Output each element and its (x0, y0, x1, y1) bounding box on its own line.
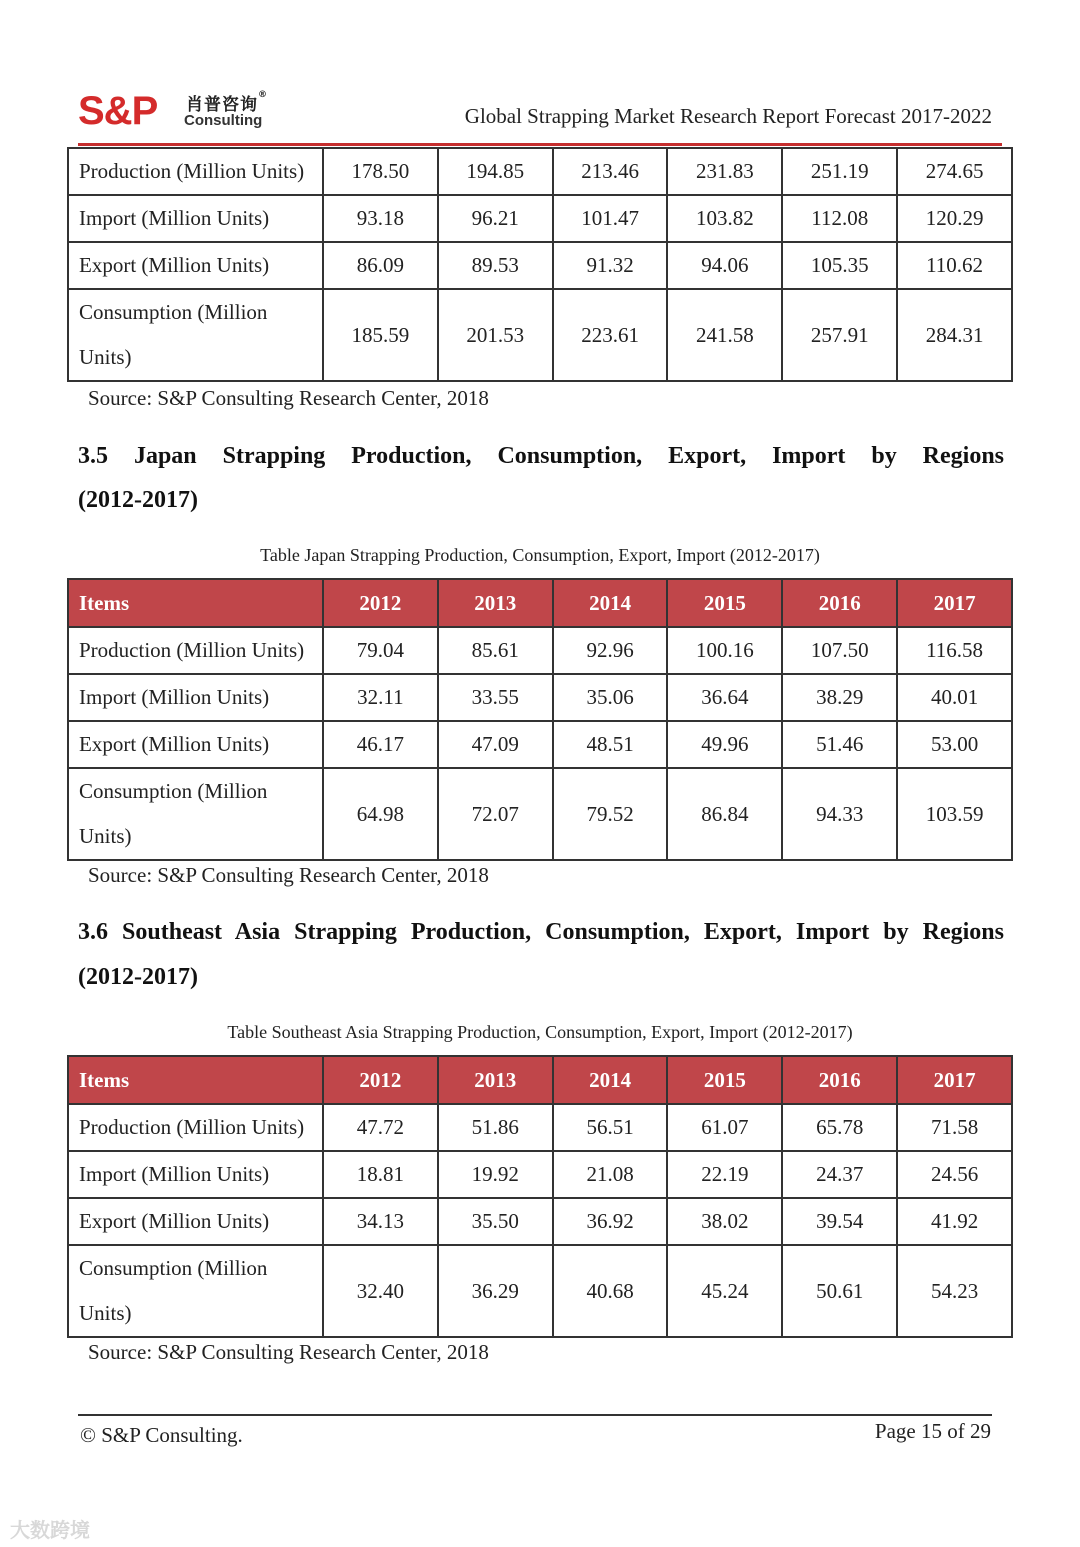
cell: 93.18 (323, 195, 438, 242)
cell: 47.09 (438, 721, 553, 768)
row-label: Export (Million Units) (68, 242, 323, 289)
cell: 61.07 (667, 1104, 782, 1151)
cell: 100.16 (667, 627, 782, 674)
cell: 86.84 (667, 768, 782, 860)
cell: 35.50 (438, 1198, 553, 1245)
cell: 103.59 (897, 768, 1012, 860)
table-row (68, 721, 1012, 768)
cell: 71.58 (897, 1104, 1012, 1151)
table-caption: Table Japan Strapping Production, Consumption, Export, Import (2012-2017) (260, 545, 820, 565)
section-heading-years: (2012-2017) (78, 964, 198, 990)
cell: 116.58 (897, 627, 1012, 674)
section-heading-years: (2012-2017) (78, 487, 198, 513)
cell: 120.29 (897, 195, 1012, 242)
cell: 35.06 (553, 674, 668, 721)
cell: 36.92 (553, 1198, 668, 1245)
cell: 194.85 (438, 148, 553, 195)
table-row (68, 1198, 1012, 1245)
cell: 86.09 (323, 242, 438, 289)
cell: 257.91 (782, 289, 897, 381)
cell: 24.56 (897, 1151, 1012, 1198)
table-row (68, 1151, 1012, 1198)
cell: 103.82 (667, 195, 782, 242)
cell: 112.08 (782, 195, 897, 242)
cell: 201.53 (438, 289, 553, 381)
table-row (68, 1245, 1012, 1337)
cell: 178.50 (323, 148, 438, 195)
cell: 22.19 (667, 1151, 782, 1198)
cell: 40.68 (553, 1245, 668, 1337)
column-header: 2017 (897, 579, 1012, 627)
cell: 47.72 (323, 1104, 438, 1151)
header-divider (78, 143, 1002, 146)
cell: 91.32 (553, 242, 668, 289)
company-logo (78, 88, 288, 134)
column-header: 2012 (323, 579, 438, 627)
row-label: Production (Million Units) (68, 148, 323, 195)
table-header-row (68, 579, 1012, 627)
column-header: 2015 (667, 579, 782, 627)
column-header: 2016 (782, 579, 897, 627)
row-label: Import (Million Units) (68, 195, 323, 242)
table-continued (67, 147, 1013, 382)
cell: 79.04 (323, 627, 438, 674)
cell: 89.53 (438, 242, 553, 289)
column-header: 2017 (897, 1056, 1012, 1104)
cell: 39.54 (782, 1198, 897, 1245)
row-label: Consumption (Million Units) (68, 289, 323, 381)
footer-divider (78, 1414, 992, 1416)
row-label: Consumption (Million Units) (68, 1245, 323, 1337)
cell: 51.46 (782, 721, 897, 768)
cell: 48.51 (553, 721, 668, 768)
table-source: Source: S&P Consulting Research Center, 2018 (88, 386, 489, 410)
cell: 54.23 (897, 1245, 1012, 1337)
cell: 241.58 (667, 289, 782, 381)
cell: 72.07 (438, 768, 553, 860)
row-label: Export (Million Units) (68, 1198, 323, 1245)
cell: 92.96 (553, 627, 668, 674)
japan-table (67, 578, 1013, 861)
cell: 24.37 (782, 1151, 897, 1198)
cell: 110.62 (897, 242, 1012, 289)
cell: 213.46 (553, 148, 668, 195)
table-row (68, 768, 1012, 860)
logo-subtitle: Consulting (184, 112, 263, 129)
report-title: Global Strapping Market Research Report Forecast 2017-2022 (464, 104, 992, 128)
cell: 101.47 (553, 195, 668, 242)
column-header: 2015 (667, 1056, 782, 1104)
cell: 34.13 (323, 1198, 438, 1245)
cell: 107.50 (782, 627, 897, 674)
cell: 33.55 (438, 674, 553, 721)
cell: 51.86 (438, 1104, 553, 1151)
row-label: Import (Million Units) (68, 674, 323, 721)
table-row (68, 1104, 1012, 1151)
cell: 251.19 (782, 148, 897, 195)
column-header: 2013 (438, 579, 553, 627)
table-row (68, 289, 1012, 381)
cell: 56.51 (553, 1104, 668, 1151)
table-caption: Table Southeast Asia Strapping Production, Consumption, Export, Import (2012-2017) (227, 1022, 853, 1042)
column-header: 2014 (553, 1056, 668, 1104)
cell: 94.33 (782, 768, 897, 860)
cell: 284.31 (897, 289, 1012, 381)
cell: 79.52 (553, 768, 668, 860)
cell: 65.78 (782, 1104, 897, 1151)
table-row (68, 148, 1012, 195)
cell: 223.61 (553, 289, 668, 381)
table-source: Source: S&P Consulting Research Center, 2018 (88, 1340, 489, 1364)
row-label: Consumption (Million Units) (68, 768, 323, 860)
cell: 185.59 (323, 289, 438, 381)
column-header: Items (68, 1056, 323, 1104)
cell: 36.29 (438, 1245, 553, 1337)
cell: 32.11 (323, 674, 438, 721)
cell: 64.98 (323, 768, 438, 860)
cell: 96.21 (438, 195, 553, 242)
cell: 94.06 (667, 242, 782, 289)
cell: 231.83 (667, 148, 782, 195)
cell: 105.35 (782, 242, 897, 289)
row-label: Production (Million Units) (68, 627, 323, 674)
cell: 53.00 (897, 721, 1012, 768)
cell: 36.64 (667, 674, 782, 721)
column-header: Items (68, 579, 323, 627)
cell: 21.08 (553, 1151, 668, 1198)
cell: 50.61 (782, 1245, 897, 1337)
column-header: 2012 (323, 1056, 438, 1104)
row-label: Export (Million Units) (68, 721, 323, 768)
table-header-row (68, 1056, 1012, 1104)
column-header: 2013 (438, 1056, 553, 1104)
footer-copyright: © S&P Consulting. (80, 1423, 243, 1447)
cell: 41.92 (897, 1198, 1012, 1245)
cell: 19.92 (438, 1151, 553, 1198)
section-heading: 3.6 Southeast Asia Strapping Production, Consumption, Export, Import by Regions (78, 919, 1004, 945)
table-row (68, 674, 1012, 721)
logo-chinese-name: 肖普咨询® (186, 90, 268, 115)
row-label: Import (Million Units) (68, 1151, 323, 1198)
cell: 46.17 (323, 721, 438, 768)
section-heading: 3.5 Japan Strapping Production, Consumption, Export, Import by Regions (78, 443, 1004, 469)
table-source: Source: S&P Consulting Research Center, 2018 (88, 863, 489, 887)
table-row (68, 627, 1012, 674)
cell: 45.24 (667, 1245, 782, 1337)
southeast-asia-table (67, 1055, 1013, 1338)
table-row (68, 242, 1012, 289)
cell: 274.65 (897, 148, 1012, 195)
cell: 49.96 (667, 721, 782, 768)
cell: 32.40 (323, 1245, 438, 1337)
column-header: 2014 (553, 579, 668, 627)
page-number: Page 15 of 29 (874, 1419, 991, 1443)
cell: 40.01 (897, 674, 1012, 721)
watermark: 大数跨境 (10, 1518, 90, 1542)
cell: 38.29 (782, 674, 897, 721)
cell: 18.81 (323, 1151, 438, 1198)
cell: 38.02 (667, 1198, 782, 1245)
table-row (68, 195, 1012, 242)
cell: 85.61 (438, 627, 553, 674)
column-header: 2016 (782, 1056, 897, 1104)
logo-mark: S&P (78, 89, 158, 133)
row-label: Production (Million Units) (68, 1104, 323, 1151)
